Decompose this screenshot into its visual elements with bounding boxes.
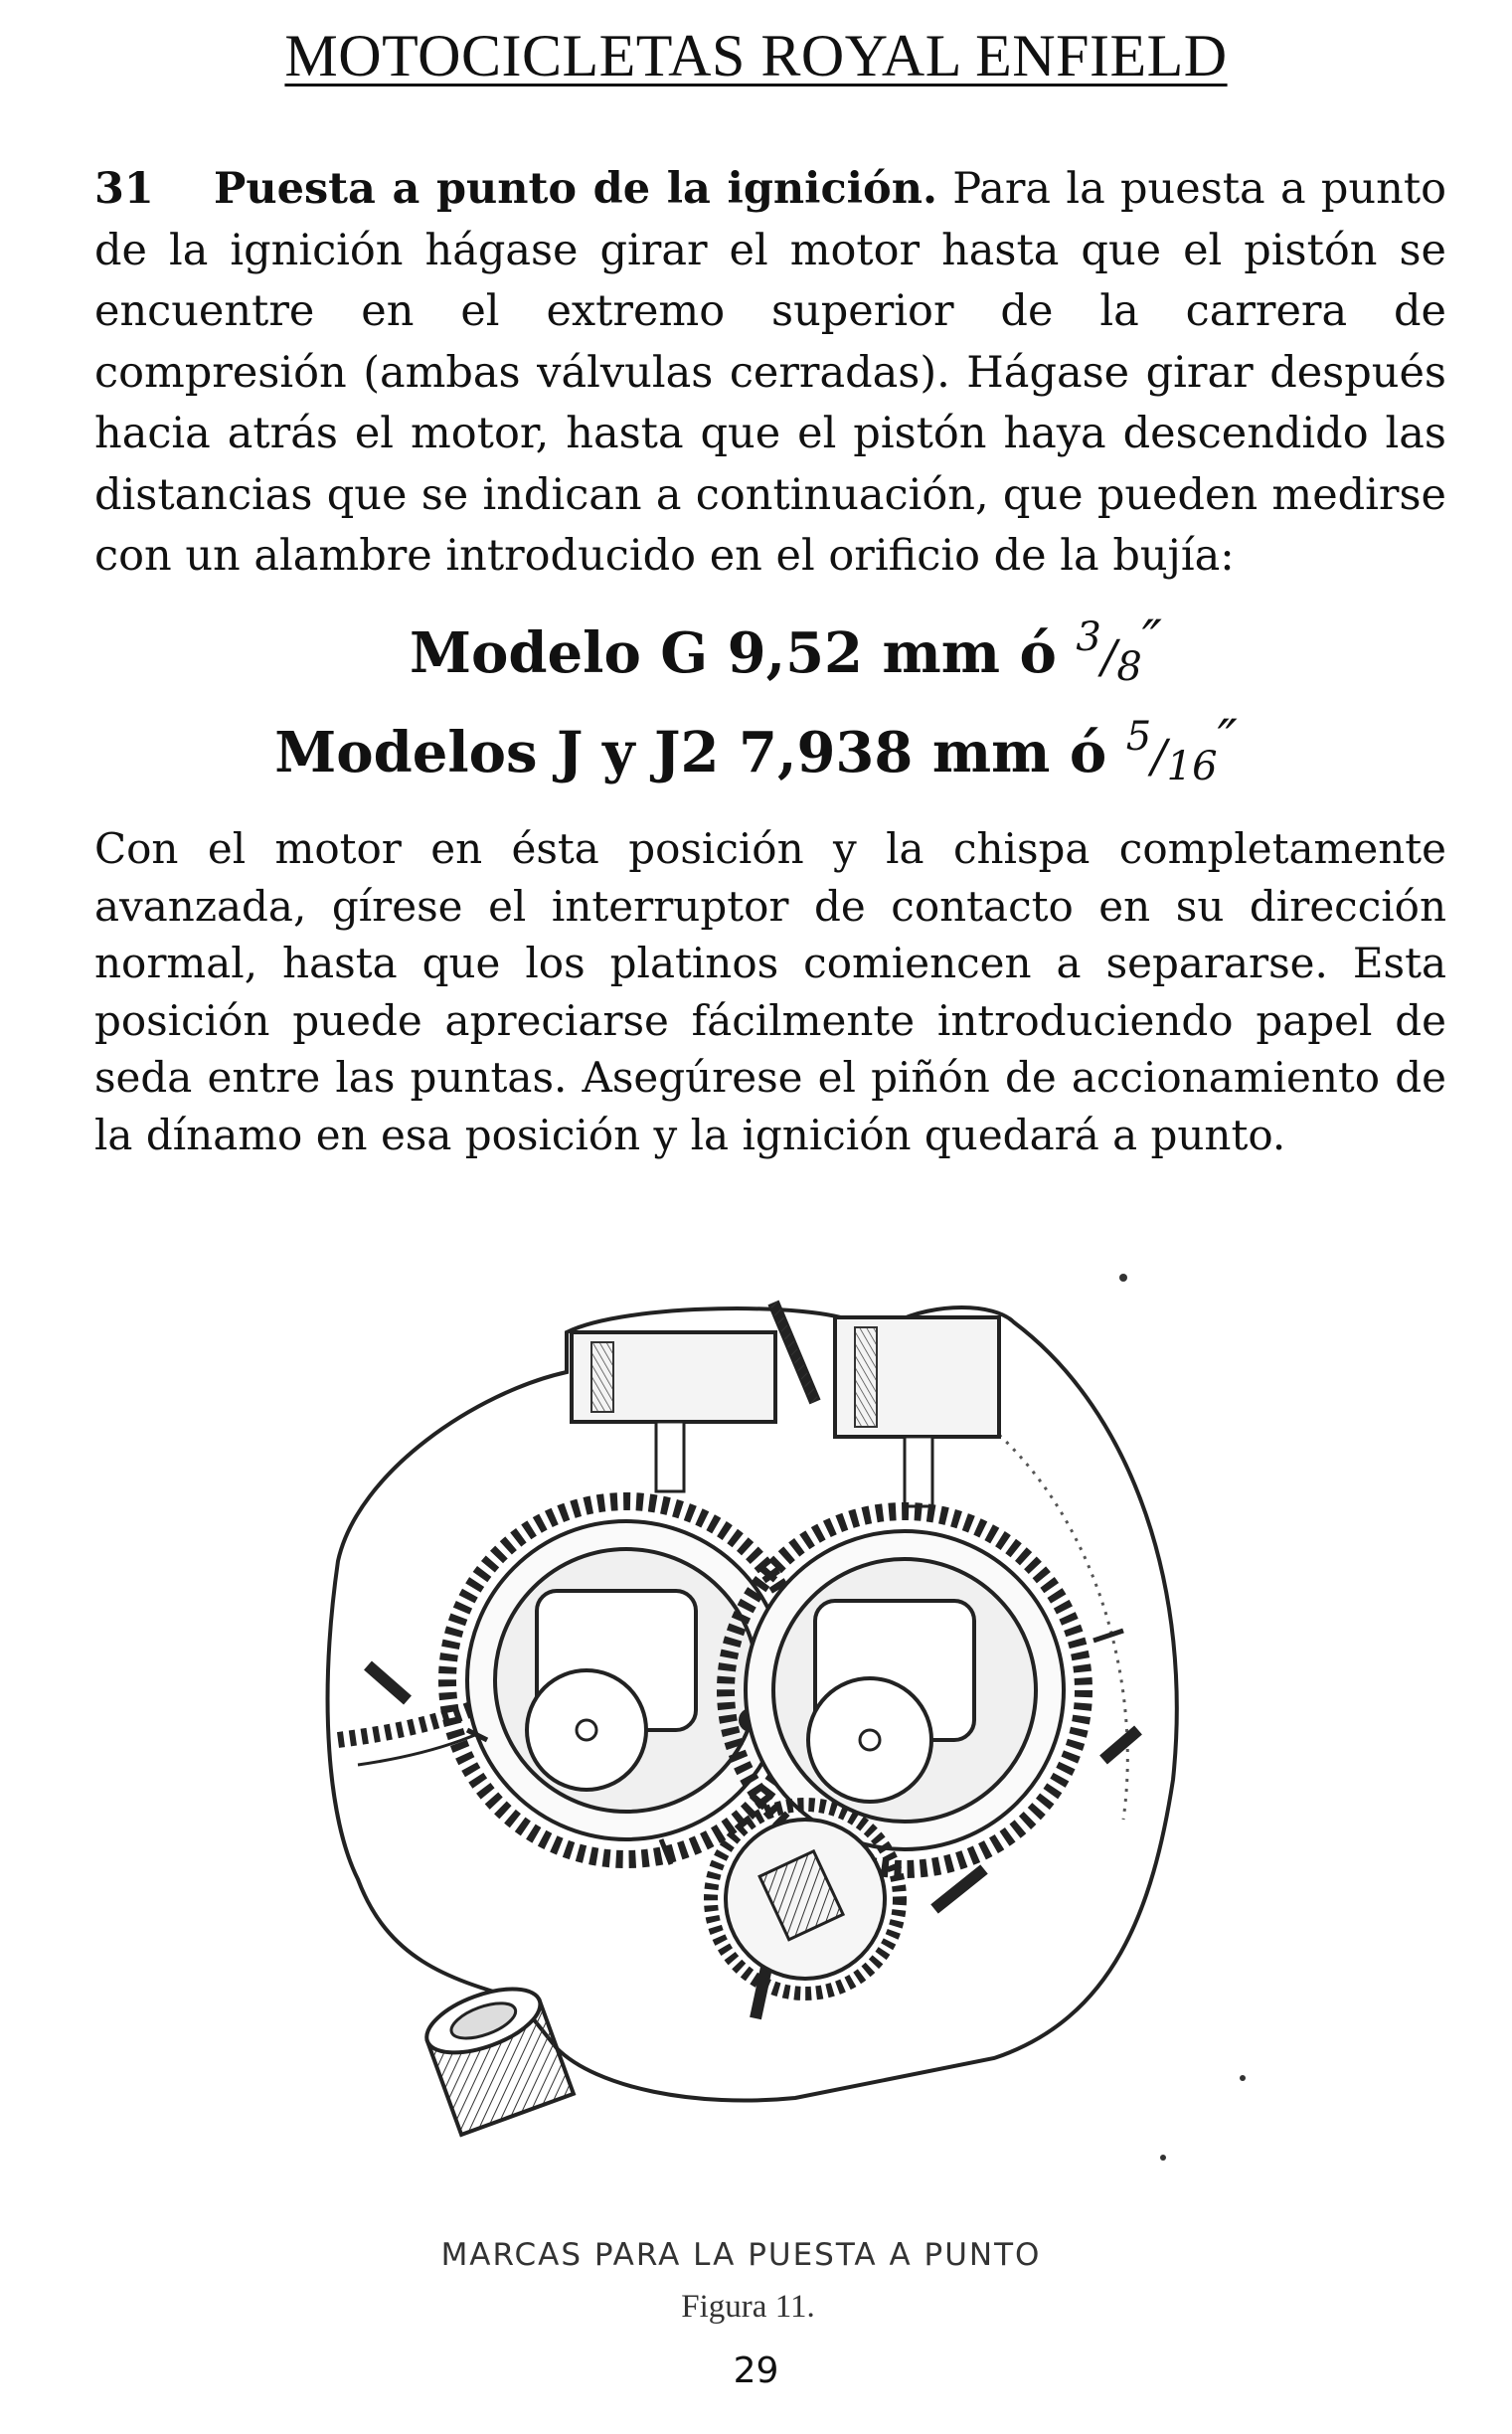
timing-instructions-paragraph: Con el motor en ésta posición y la chispa completamente avanzada, gírese el interruptor de contacto en su dirección normal, hasta que los platinos comiencen a separarse. Esta posición puede apreciarse fácilmente introduciendo papel de seda entre las puntas. Asegúrese el piñón de accionamiento de la dínamo en esa posición y la ignición quedará a punto. bbox=[94, 824, 1446, 1159]
model-j-fraction-num: 5 bbox=[1125, 714, 1152, 760]
model-g-fraction-den: 8 bbox=[1116, 644, 1142, 690]
model-g-fraction bbox=[1076, 608, 1162, 690]
model-j-fraction bbox=[1125, 708, 1238, 789]
model-g-line bbox=[30, 608, 1512, 690]
figure-caption: MARCAS PARA LA PUESTA A PUNTO bbox=[440, 2237, 1042, 2273]
model-g-fraction-num: 3 bbox=[1076, 614, 1101, 660]
section-number: 31 bbox=[94, 164, 154, 214]
model-j-label: Modelos J y J2 7,938 mm ó bbox=[274, 720, 1107, 785]
fraction-slash: / bbox=[1151, 729, 1167, 782]
model-j-fraction-den: 16 bbox=[1166, 744, 1218, 789]
page-header bbox=[0, 22, 1512, 90]
fraction-slash: / bbox=[1100, 629, 1117, 683]
model-g-label: Modelo G 9,52 mm ó bbox=[410, 620, 1057, 686]
section-31-paragraph bbox=[94, 159, 1446, 588]
page-number: 29 bbox=[733, 2350, 779, 2391]
model-j-inch-mark: ″ bbox=[1217, 708, 1238, 771]
timing-gears-illustration bbox=[298, 1263, 1292, 2227]
section-title: Puesta a punto de la ignición. bbox=[214, 164, 937, 214]
header-title: MOTOCICLETAS ROYAL ENFIELD bbox=[284, 23, 1228, 88]
timing-gears-drawing bbox=[298, 1263, 1292, 2227]
model-g-inch-mark: ″ bbox=[1141, 608, 1162, 671]
model-j-line bbox=[0, 708, 1512, 789]
figure-label: Figura 11. bbox=[681, 2289, 815, 2325]
section-intro-text: Para la puesta a punto de la ignición hágase girar el motor hasta que el pistón se encuentre en el extremo superior de la carrera de compresión (ambas válvulas cerradas). Hágase girar después hacia atrás el motor, hasta que el pistón haya descendido las distancias que se indican a continuación, que pueden medirse con un alambre introducido en el orificio de la bujía: bbox=[94, 164, 1446, 581]
